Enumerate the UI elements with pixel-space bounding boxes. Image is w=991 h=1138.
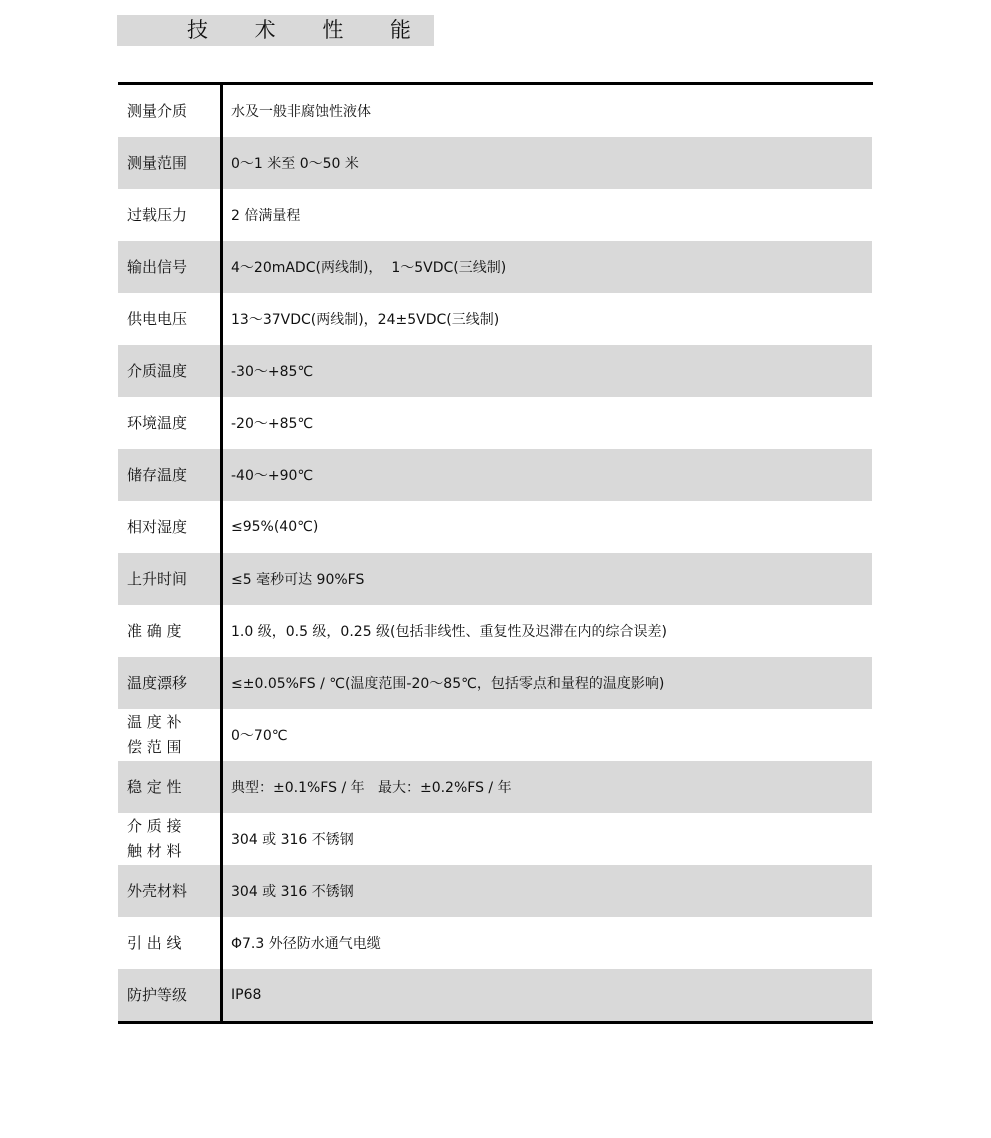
table-row (118, 657, 872, 709)
row-value: -20～+85℃ (231, 416, 314, 432)
row-label: 温 度 补 偿 范 围 (127, 713, 182, 756)
row-label: 测量范围 (127, 153, 188, 172)
row-value: 13～37VDC(两线制)，24±5VDC(三线制) (231, 312, 500, 328)
row-label: 测量介质 (127, 101, 188, 120)
table-row (118, 85, 873, 137)
row-value: 4～20mADC(两线制)， 1～5VDC(三线制) (231, 260, 507, 276)
row-label: 输出信号 (127, 257, 188, 276)
row-label: 防护等级 (127, 985, 188, 1004)
row-value: -30～+85℃ (231, 364, 314, 380)
row-value: 水及一般非腐蚀性液体 (231, 104, 371, 120)
row-value: 0～70℃ (231, 728, 288, 744)
row-label: 环境温度 (127, 413, 188, 432)
table-row (118, 293, 873, 345)
row-value: 2 倍满量程 (231, 208, 301, 224)
section-title: 技 术 性 能 (187, 18, 432, 42)
row-label: 引 出 线 (127, 933, 182, 952)
row-label: 稳 定 性 (127, 777, 182, 796)
table-row (118, 553, 872, 605)
table-row (118, 969, 872, 1021)
row-value: 304 或 316 不锈钢 (231, 832, 354, 848)
row-label: 过载压力 (127, 205, 188, 224)
table-row (118, 345, 872, 397)
table-row (118, 397, 873, 449)
section-title-bar (117, 15, 434, 46)
row-label: 介质温度 (127, 361, 188, 380)
table-row (118, 449, 872, 501)
row-value: -40～+90℃ (231, 468, 314, 484)
row-value: 1.0 级，0.5 级，0.25 级(包括非线性、重复性及迟滞在内的综合误差) (231, 624, 667, 640)
table-row (118, 501, 873, 553)
row-label: 外壳材料 (127, 881, 188, 900)
table-row (118, 605, 873, 657)
table-row (118, 917, 873, 969)
row-value: IP68 (231, 987, 262, 1003)
row-label: 准 确 度 (127, 621, 182, 640)
row-label: 上升时间 (127, 569, 188, 588)
row-label: 介 质 接 触 材 料 (127, 817, 182, 860)
table-row (118, 709, 873, 761)
table-row (118, 137, 872, 189)
row-label: 温度漂移 (127, 673, 188, 692)
row-label: 相对湿度 (127, 517, 188, 536)
table-row (118, 189, 873, 241)
table-row (118, 761, 872, 813)
row-label: 供电电压 (127, 309, 188, 328)
row-value: 0～1 米至 0～50 米 (231, 156, 359, 172)
row-value: Φ7.3 外径防水通气电缆 (231, 936, 381, 952)
technical-performance-table (118, 82, 873, 1024)
row-value: 典型：±0.1%FS / 年 最大：±0.2%FS / 年 (231, 780, 512, 796)
column-divider (220, 85, 223, 1021)
row-value: 304 或 316 不锈钢 (231, 884, 354, 900)
row-value: ≤±0.05%FS / ℃(温度范围-20～85℃，包括零点和量程的温度影响) (231, 676, 665, 692)
table-row (118, 865, 872, 917)
row-value: ≤95%(40℃) (231, 519, 319, 535)
table-row (118, 241, 872, 293)
row-value: ≤5 毫秒可达 90%FS (231, 572, 365, 588)
row-label: 储存温度 (127, 465, 188, 484)
table-row (118, 813, 873, 865)
